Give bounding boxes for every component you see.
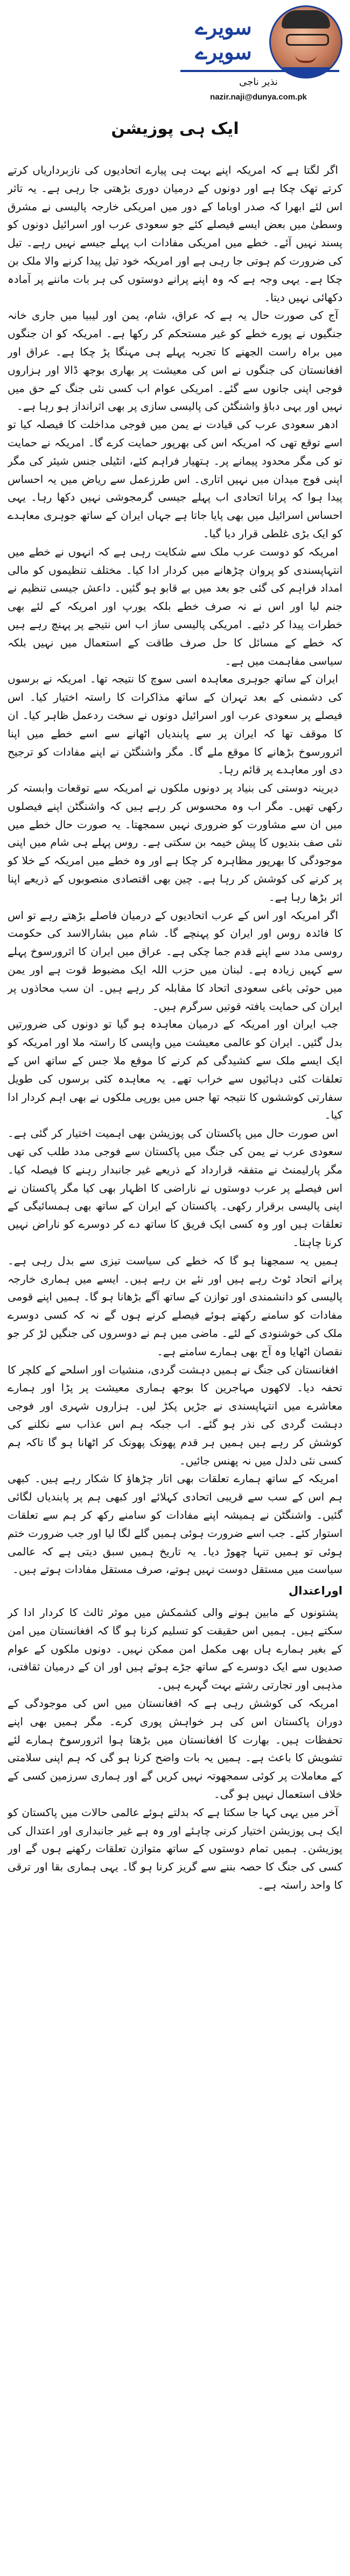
paragraph: امریکہ کی کوشش رہی ہے کہ افغانستان میں اس کی موجودگی کے دوران پاکستان اس کی ہر خواہش پوری کرے۔ مگر ہمیں بھی اپنے تحفظات ہیں۔ بھارت کا افغانستان میں بڑھتا ہوا اثرورسوخ ہمارے لئے تشویش کا باعث ہے۔ ہمیں یہ بات واضح کرنا ہو گی کہ ہم اپنی سلامتی کے معاملات پر کوئی سمجھوتہ نہیں کریں گے اور ہماری سرزمین کسی کے خلاف استعمال نہیں ہو گی۔ xyxy=(8,1696,342,1801)
paragraph: پشتونوں کے مابین ہونے والی کشمکش میں موثر ثالث کا کردار ادا کر سکتے ہیں۔ ہمیں اس حقیقت کو تسلیم کرنا ہو گا کہ افغانستان میں امن کے بغیر ہمارے ہاں بھی مکمل امن ممکن نہیں۔ دونوں ملکوں کے عوام صدیوں سے ایک دوسرے کے ساتھ جڑے ہوئے ہیں اور ان کے درمیان ثقافتی، مذہبی اور تجارتی رشتے بہت گہرے ہیں۔ xyxy=(8,1605,342,1692)
paragraph: اگر امریکہ اور اس کے عرب اتحادیوں کے درمیان فاصلے بڑھتے رہے تو اس کا فائدہ روس اور ایران کو پہنچے گا۔ شام میں بشارالاسد کی حکومت روسی مدد سے اپنے قدم جما چکی ہے۔ عراق میں ایران کا اثرورسوخ پہلے سے کہیں زیادہ ہے۔ لبنان میں حزب اللہ ایک مضبوط قوت ہے اور یمن میں حوثی باغی سعودی اتحاد کا مقابلہ کر رہے ہیں۔ ان سب محاذوں پر ایران کی حمایت یافتہ قوتیں سرگرم ہیں۔ xyxy=(8,908,342,1013)
author-name: نذیر ناجی xyxy=(239,76,278,88)
logo-divider xyxy=(180,70,339,72)
section-subhead: اوراعتدال xyxy=(288,1584,342,1598)
paragraph: اس صورت حال میں پاکستان کی پوزیشن بھی اہمیت اختیار کر گئی ہے۔ سعودی عرب نے یمن کی جنگ میں پاکستان سے فوجی مدد طلب کی تھی مگر پارلیمنٹ نے متفقہ قرارداد کے ذریعے غیر جانبدار رہنے کا فیصلہ کیا۔ اس فیصلے پر عرب دوستوں نے ناراضی کا اظہار بھی کیا مگر پاکستان نے اپنی پالیسی برقرار رکھی۔ پاکستان کے ایران کے ساتھ بھی ہمسائیگی کے تعلقات ہیں اور وہ کسی ایک فریق کا ساتھ دے کر دوسرے کو ناراض نہیں کرنا چاہتا۔ xyxy=(8,1127,342,1249)
article-headline: ایک ہی پوزیشن xyxy=(111,119,239,138)
paragraph: آج کی صورت حال یہ ہے کہ عراق، شام، یمن اور لیبیا میں جاری خانہ جنگیوں نے پورے خطے کو غیر مستحکم کر رکھا ہے۔ امریکہ کو ان جنگوں میں براہ راست الجھنے کا تجربہ پہلے ہی مہنگا پڑ چکا ہے۔ عراق اور افغانستان کی جنگوں نے اس کی معیشت پر بھاری بوجھ ڈالا اور ہزاروں فوجی اپنی جانوں سے گئے۔ امریکی عوام اب کسی نئی جنگ کے حق میں نہیں اور یہی دباؤ واشنگٹن کی پالیسی سازی پر بھی اثرانداز ہو رہا ہے۔ xyxy=(8,309,342,413)
paragraph: افغانستان کی جنگ نے ہمیں دہشت گردی، منشیات اور اسلحے کے کلچر کا تحفہ دیا۔ لاکھوں مہاجرین کا بوجھ ہماری معیشت پر پڑا اور ہمارے معاشرے میں انتہاپسندی نے جڑیں پکڑ لیں۔ ہزاروں شہری اور فوجی دہشت گردی کی نذر ہو گئے۔ اب جبکہ ہم اس عذاب سے نکلنے کی کوشش کر رہے ہیں ہمیں ہر قدم پھونک پھونک کر اٹھانا ہو گا تاکہ ہم کسی نئی دلدل میں نہ پھنس جائیں۔ xyxy=(8,1363,342,1467)
paragraph: امریکہ کے ساتھ ہمارے تعلقات بھی اتار چڑھاؤ کا شکار رہے ہیں۔ کبھی ہم اس کے سب سے قریبی اتحادی کہلائے اور کبھی ہم پر پابندیاں لگائی گئیں۔ واشنگٹن نے ہمیشہ اپنے مفادات کو سامنے رکھ کر ہم سے تعلقات استوار کئے۔ جب اسے ضرورت ہوئی ہمیں گلے لگا لیا اور جب ضرورت ختم ہوئی تو ہمیں تنہا چھوڑ دیا۔ یہ تاریخ ہمیں سبق دیتی ہے کہ عالمی سیاست میں مستقل دوست نہیں ہوتے، صرف مستقل مفادات ہوتے ہیں۔ xyxy=(8,1472,342,1576)
paragraph: اگر لگتا ہے کہ امریکہ اپنے بہت ہی پیارے اتحادیوں کی نازبرداریاں کرتے کرتے تھک چکا ہے اور دونوں کے درمیان دوری بڑھتی جا رہی ہے۔ یہ تاثر اس لئے ابھرا کہ صدر اوباما کے دور میں امریکی خارجہ پالیسی نے مشرق وسطیٰ میں بعض ایسے فیصلے کئے جو سعودی عرب اور اسرائیل دونوں کو پسند نہیں آئے۔ خطے میں امریکی مفادات اب پہلے جیسے نہیں رہے۔ تیل کی ضرورت کم ہوتی جا رہی ہے اور امریکہ خود تیل پیدا کرنے والا ملک بن چکا ہے۔ یہی وجہ ہے کہ وہ اپنے پرانے دوستوں کی ہر بات ماننے پر آمادہ دکھائی نہیں دیتا۔ xyxy=(8,163,342,304)
paragraph: آخر میں یہی کہا جا سکتا ہے کہ بدلتے ہوئے عالمی حالات میں پاکستان کو ایک ہی پوزیشن اختیار کرنی چاہئے اور وہ ہے غیر جانبداری اور اعتدال کی پوزیشن۔ ہمیں تمام دوستوں کے ساتھ متوازن تعلقات رکھنے ہوں گے اور کسی کی جنگ کا حصہ بننے سے گریز کرنا ہو گا۔ یہی ہماری بقا اور ترقی کا واحد راستہ ہے۔ xyxy=(8,1805,342,1891)
column-logo xyxy=(175,5,342,108)
paragraph: جب ایران اور امریکہ کے درمیان معاہدہ ہو گیا تو دونوں کی ضرورتیں بدل گئیں۔ ایران کو عالمی معیشت میں واپسی کا راستہ ملا اور امریکہ کو ایک ایسے ملک سے کشیدگی کم کرنے کا موقع ملا جس کے ساتھ اس کے تعلقات کئی دہائیوں سے خراب تھے۔ یہ معاہدہ کئی برسوں کی طویل سفارتی کوششوں کا نتیجہ تھا جس میں یورپی ملکوں نے بھی اہم کردار ادا کیا۔ xyxy=(8,1017,342,1122)
column-title: سویرے سویرے xyxy=(195,15,252,64)
paragraph: ادھر سعودی عرب کی قیادت نے یمن میں فوجی مداخلت کا فیصلہ کیا تو اسے توقع تھی کہ امریکہ اس کی بھرپور حمایت کرے گا۔ امریکہ نے حمایت تو کی مگر محدود پیمانے پر۔ ہتھیار فراہم کئے، انٹیلی جنس شیئر کی مگر اپنی فوج میدان میں نہیں اتاری۔ اس طرزعمل سے ریاض میں یہ احساس پیدا ہوا کہ پرانا اتحادی اب پہلے جیسی گرمجوشی نہیں دکھا رہا۔ یہی احساس اسرائیل میں بھی پایا جاتا ہے جہاں ایران کے ساتھ جوہری معاہدے کو ایک بڑی غلطی قرار دیا گیا۔ xyxy=(8,418,342,540)
paragraph: امریکہ کو دوست عرب ملک سے شکایت رہی ہے کہ انہوں نے خطے میں انتہاپسندی کو پروان چڑھانے میں کردار ادا کیا۔ مختلف تنظیموں کو مالی امداد فراہم کی گئی جو بعد میں بے قابو ہو گئیں۔ داعش جیسی تنظیم نے جنم لیا اور اس نے نہ صرف خطے بلکہ یورپ اور امریکہ کے لئے بھی خطرات پیدا کر دئیے۔ امریکی پالیسی ساز اب اس نتیجے پر پہنچ رہے ہیں کہ خطے کے مسائل کا حل صرف طاقت کے استعمال میں نہیں بلکہ سیاسی مفاہمت میں ہے۔ xyxy=(8,545,342,667)
column-header xyxy=(0,0,350,161)
paragraph: ایران کے ساتھ جوہری معاہدہ اسی سوچ کا نتیجہ تھا۔ امریکہ نے برسوں کی دشمنی کے بعد تہران کے ساتھ مذاکرات کا راستہ اختیار کیا۔ اس فیصلے پر سعودی عرب اور اسرائیل دونوں نے سخت ردعمل ظاہر کیا۔ ان کا موقف تھا کہ ایران پر سے پابندیاں اٹھانے سے اسے خطے میں اپنا اثرورسوخ بڑھانے کا موقع ملے گا۔ مگر واشنگٹن نے اپنے مفادات کو ترجیح دی اور معاہدے پر قائم رہا۔ xyxy=(8,672,342,777)
article-body xyxy=(8,161,342,2560)
author-email: nazir.naji@dunya.com.pk xyxy=(210,92,307,102)
paragraph: دیرینہ دوستی کی بنیاد پر دونوں ملکوں نے امریکہ سے توقعات وابستہ کر رکھی تھیں۔ مگر اب وہ محسوس کر رہے ہیں کہ واشنگٹن اپنے فیصلوں میں ان سے مشاورت کو ضروری نہیں سمجھتا۔ یہ صورت حال خطے میں نئی صف بندیوں کا پیش خیمہ بن سکتی ہے۔ روس پہلے ہی شام میں اپنی موجودگی کا بھرپور مظاہرہ کر چکا ہے اور وہ خطے میں امریکہ کے خلا کو پر کرنے کی کوشش کر رہا ہے۔ چین بھی اقتصادی منصوبوں کے ذریعے اپنا اثر بڑھا رہا ہے۔ xyxy=(8,781,342,903)
paragraph: ہمیں یہ سمجھنا ہو گا کہ خطے کی سیاست تیزی سے بدل رہی ہے۔ پرانے اتحاد ٹوٹ رہے ہیں اور نئے بن رہے ہیں۔ ایسے میں ہماری خارجہ پالیسی کو دانشمندی اور توازن کے ساتھ آگے بڑھانا ہو گا۔ ہمیں اپنے قومی مفادات کو سامنے رکھتے ہوئے فیصلے کرنے ہوں گے نہ کہ کسی دوسرے ملک کی خوشنودی کے لئے۔ ماضی میں ہم نے دوسروں کی جنگیں لڑ کر جو نقصان اٹھایا وہ آج بھی ہمارے سامنے ہے۔ xyxy=(8,1254,342,1358)
author-photo xyxy=(269,5,342,79)
